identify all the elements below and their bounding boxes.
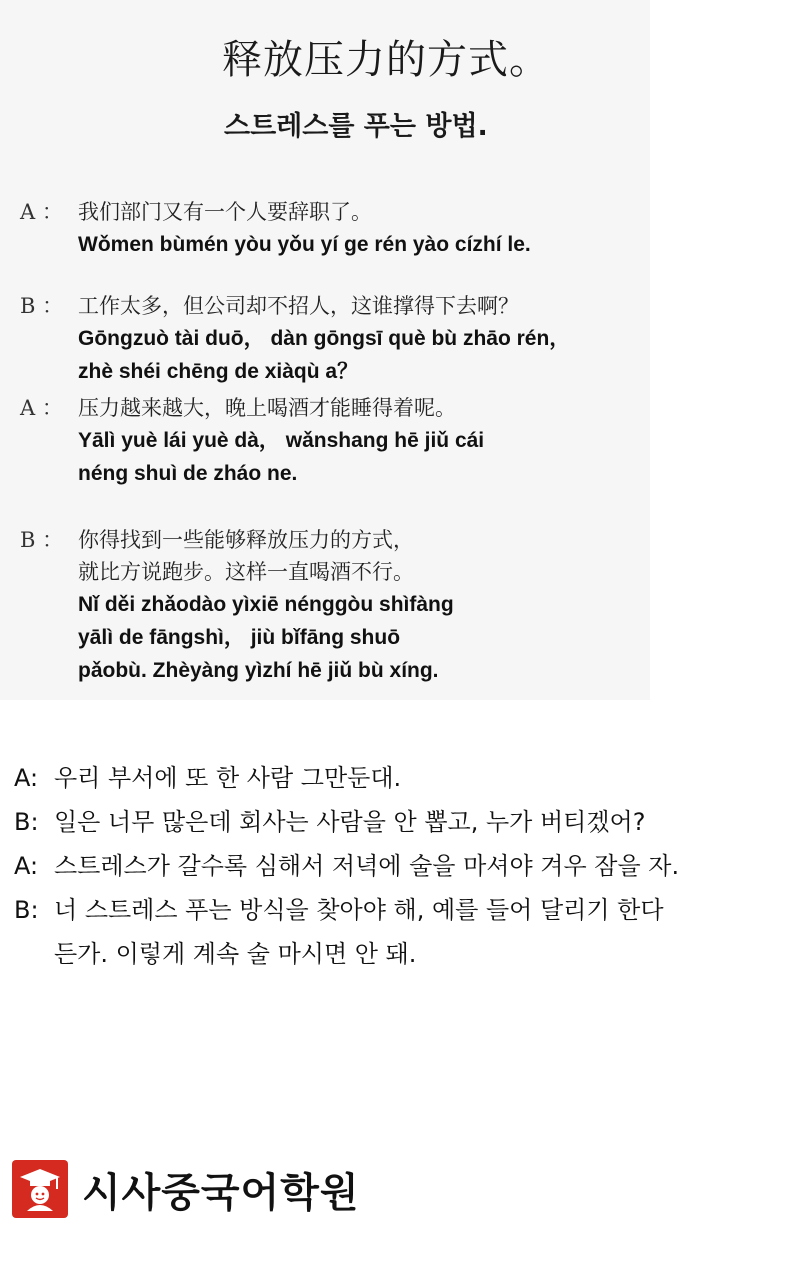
pinyin-line: pǎobù. Zhèyàng yìzhí hē jiǔ bù xíng. [78,659,439,682]
pinyin-line: Gōngzuò tài duō， dàn gōngsī què bù zhāo rén， [78,327,571,350]
chinese-line: 你得找到一些能够释放压力的方式， [78,528,414,552]
translation-line [14,844,794,888]
chinese-line: 压力越来越大，晚上喝酒才能睡得着呢。 [78,396,456,420]
pinyin-line: yālì de fāngshì， jiù bǐfāng shuō [78,626,401,649]
chinese-line: 我们部门又有一个人要辞职了。 [78,200,372,224]
translation-speaker: A: [14,852,39,880]
translation-speaker: A: [14,764,39,792]
pinyin-line: Nǐ děi zhǎodào yìxiē nénggòu shìfàng [78,593,454,616]
title-korean: 스트레스를 푸는 방법. [224,111,488,142]
dialogue-turn [20,392,484,490]
translation-speaker: B: [14,896,39,924]
speaker-label: B ： [20,294,64,318]
translation-line [14,932,794,976]
speaker-label: A ： [20,200,63,224]
dialogue-turn [20,196,531,261]
translation-text: 든가. 이렇게 계속 술 마시면 안 돼. [54,940,417,968]
dialogue-card [0,0,650,700]
translation-text: 우리 부서에 또 한 사람 그만둔대. [54,764,402,792]
translation-line [14,888,794,932]
pinyin-line: zhè shéi chēng de xiàqù a？ [78,360,359,383]
title-chinese: 释放压力的方式。 [222,37,550,83]
chinese-line: 工作太多，但公司却不招人，这谁撑得下去啊？ [78,294,519,318]
translation-speaker: B: [14,808,39,836]
speaker-label: B ： [20,528,64,552]
graduate-cap-emblem-icon [12,1160,68,1218]
korean-translation [14,756,794,976]
pinyin-line: Wǒmen bùmén yòu yǒu yí ge rén yào cízhí le. [78,233,531,256]
dialogue-turn [20,290,570,388]
chinese-line: 就比方说跑步。这样一直喝酒不行。 [78,560,414,584]
translation-line [14,800,794,844]
dialogue-turn [20,524,454,687]
academy-name: 시사중국어학원 [82,1169,360,1216]
translation-text: 너 스트레스 푸는 방식을 찾아야 해, 예를 들어 달리기 한다 [54,896,664,924]
translation-text: 일은 너무 많은데 회사는 사람을 안 뽑고, 누가 버티겠어? [54,808,646,836]
academy-logo [12,1160,359,1218]
translation-text: 스트레스가 갈수록 심해서 저녁에 술을 마셔야 겨우 잠을 자. [54,852,680,880]
speaker-label: A ： [20,396,63,420]
pinyin-line: Yālì yuè lái yuè dà， wǎnshang hē jiǔ cái [78,429,485,452]
pinyin-line: néng shuì de zháo ne. [78,462,298,485]
translation-line [14,756,794,800]
